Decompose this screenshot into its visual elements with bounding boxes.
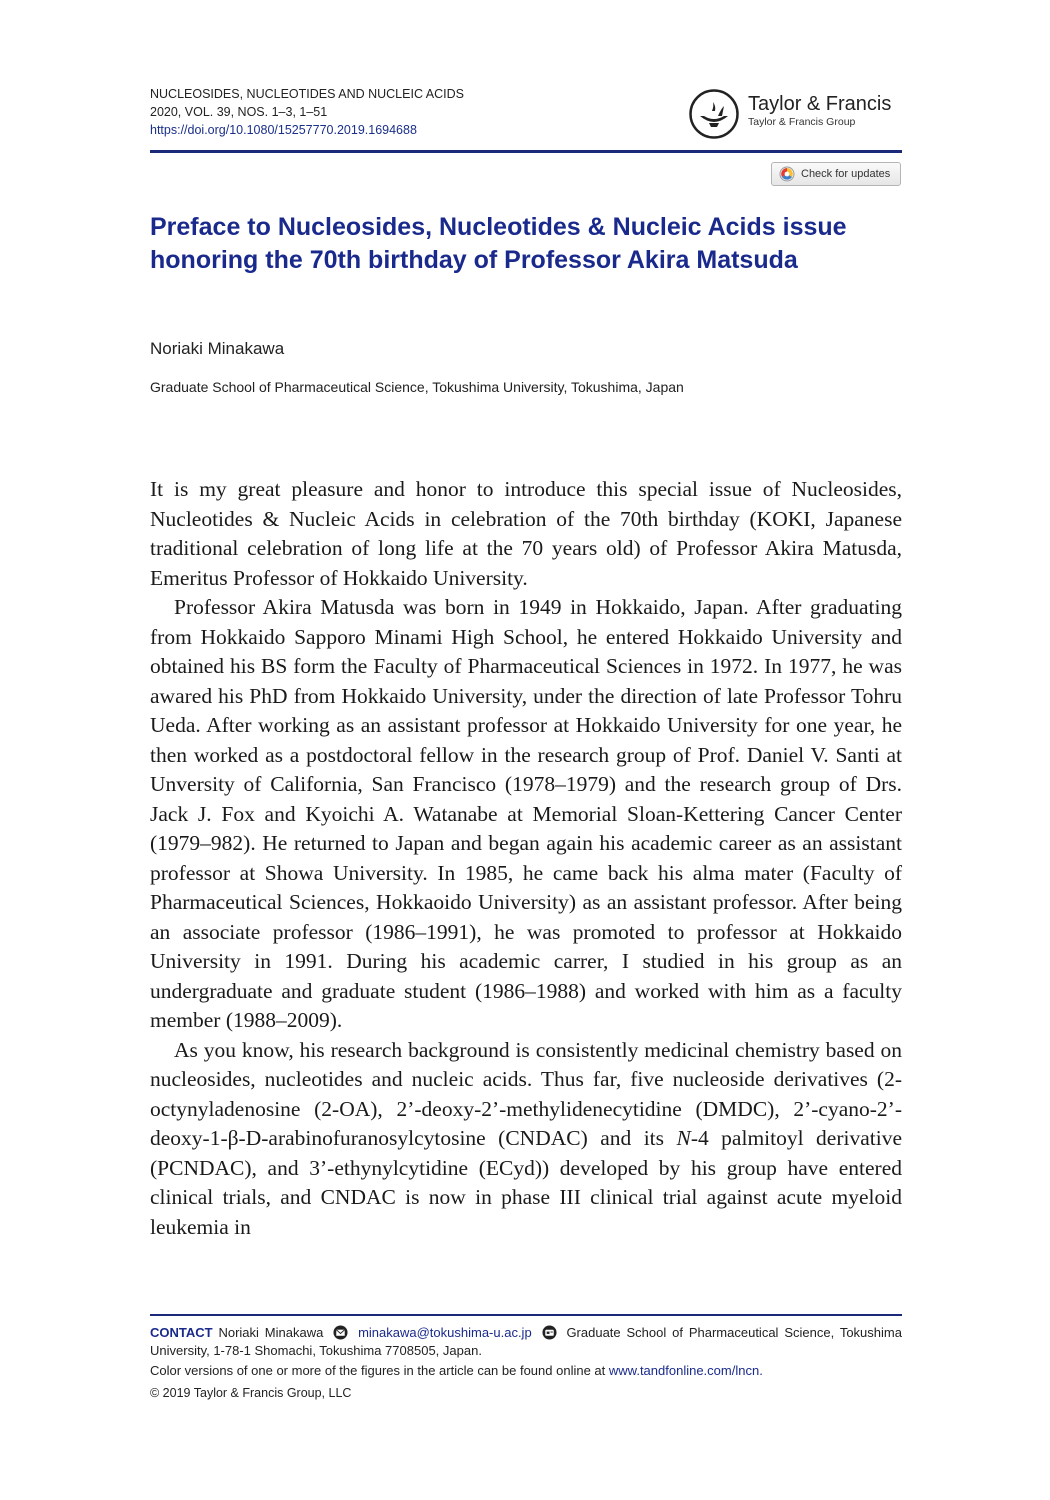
color-note [150,1363,763,1378]
paragraph-3-part-a: As you know, his research background is consistently medicinal chemistry based on nucleosides, nucleotides and nucleic acids. Thus far, five nucleoside derivatives (2-octynyladenosine (2-OA), 2’-deoxy-2’-methylidenecytidine (DMDC), 2’-cyano-2’-deoxy-1-β-D-arabinofuranosylcytosine (CNDAC) and its [150,1037,902,1150]
email-icon [333,1325,348,1340]
publisher-group: Taylor & Francis Group [748,116,856,128]
paragraph-3 [150,1036,902,1243]
author-affiliation: Graduate School of Pharmaceutical Science, Tokushima University, Tokushima, Japan [150,379,684,395]
footer-rule [150,1314,902,1316]
crossmark-icon [779,166,795,182]
contact-name: Noriaki Minakawa [218,1325,324,1340]
address-card-icon [542,1325,557,1340]
article-body [150,475,902,1242]
author-name: Noriaki Minakawa [150,339,285,358]
contact-address: Graduate School of Pharmaceutical Science, Tokushima University, 1-78-1 Shomachi, Tokushima 7708505, Japan. [150,1325,902,1358]
color-note-link[interactable]: www.tandfonline.com/lncn. [608,1363,763,1378]
paragraph-2: Professor Akira Matusda was born in 1949 in Hokkaido, Japan. After graduating from Hokkaido Sapporo Minami High School, he entered Hokkaido University and obtained his BS form the Faculty of Pharmaceutical Sciences in 1972. In 1977, he was awared his PhD from Hokkaido University, under the direction of late Professor Tohru Ueda. After working as an assistant professor at Hokkaido University for one year, he then worked as a postdoctoral fellow in the research group of Prof. Daniel V. Santi at Unversity of California, San Francisco (1978–1979) and the research group of Drs. Jack J. Fox and Kyoichi A. Watanabe at Memorial Sloan-Kettering Cancer Center (1979–982). He returned to Japan and began again his academic career as an assistant professor at Showa University. In 1985, he came back his alma mater (Faculty of Pharmaceutical Sciences, Hokkaoido University) as an assistant professor. After being an associate professor (1986–1991), he was promoted to professor at Hokkaido University in 1991. During his academic carrer, I studied in his group as an undergraduate and graduate student (1986–1988) and worked with him as a faculty member (1988–2009). [150,595,902,1032]
journal-info [150,85,464,139]
paragraph-1: It is my great pleasure and honor to introduce this special issue of Nucleosides, Nucleotides & Nucleic Acids in celebration of the 70th birthday (KOKI, Japanese traditional celebration of long life at the 70 years old) of Professor Akira Matusda, Emeritus Professor of Hokkaido University. [150,477,902,590]
check-for-updates-button[interactable] [771,162,901,186]
publisher-logo[interactable] [688,88,902,140]
contact-info [150,1324,902,1360]
journal-name: NUCLEOSIDES, NUCLEOTIDES AND NUCLEIC ACIDS [150,87,464,101]
check-updates-label: Check for updates [801,168,891,180]
lamp-logo-icon [688,88,740,140]
journal-citation: 2020, VOL. 39, NOS. 1–3, 1–51 [150,105,328,119]
paragraph-3-italic: N [676,1126,691,1150]
header-rule [150,150,902,153]
color-note-text: Color versions of one or more of the figures in the article can be found online at [150,1363,606,1378]
paragraph-3-part-b: -4 palmitoyl derivative (PCNDAC), and 3’-ethynylcytidine (ECyd)) developed by his group have entered clinical trials, and CNDAC is now in phase III clinical trial against acute myeloid leukemia in [150,1126,902,1239]
article-title: Preface to Nucleosides, Nucleotides & Nucleic Acids issue honoring the 70th birthday of Professor Akira Matsuda [150,213,847,274]
contact-label: CONTACT [150,1325,213,1340]
doi-link[interactable]: https://doi.org/10.1080/15257770.2019.1694688 [150,123,417,137]
publisher-name: Taylor & Francis [748,93,892,115]
copyright: © 2019 Taylor & Francis Group, LLC [150,1386,352,1400]
contact-email[interactable]: minakawa@tokushima-u.ac.jp [358,1325,532,1340]
